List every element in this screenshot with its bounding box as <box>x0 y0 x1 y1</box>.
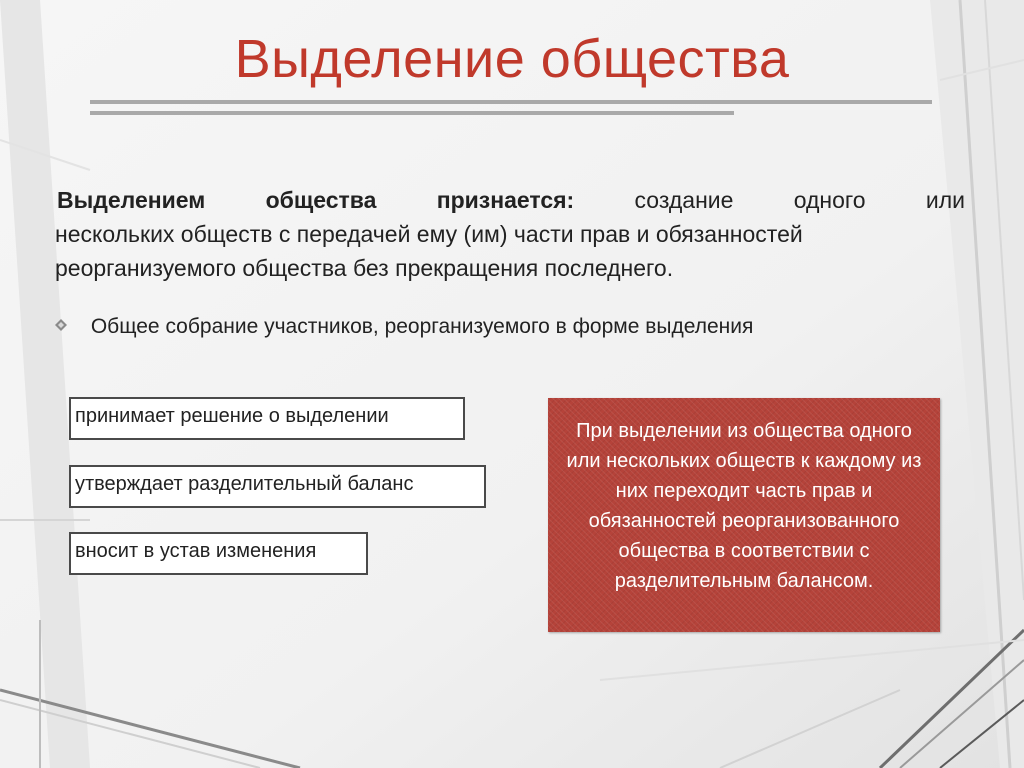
title-divider-long <box>90 100 932 104</box>
action-box-charter: вносит в устав изменения <box>69 532 368 575</box>
action-box-decision: принимает решение о выделении <box>69 397 465 440</box>
definition-line-3: реорганизуемого общества без прекращения последнего. <box>55 255 674 281</box>
note-box: При выделении из общества одного или нескольких обществ к каждому из них переходит часть прав и обязанностей реорганизованного общества в соответствии с разделительным балансом. <box>548 398 940 632</box>
diamond-bullet-icon <box>55 319 67 331</box>
definition-line-2: нескольких обществ с передачей ему (им) части прав и обязанностей <box>55 221 803 247</box>
definition-line-1-rest: создание одного или <box>634 187 965 213</box>
definition-line-1 <box>55 183 965 217</box>
action-box-balance: утверждает разделительный баланс <box>69 465 486 508</box>
definition-paragraph <box>55 183 965 285</box>
title-divider-short <box>90 111 734 115</box>
definition-lead: Выделением общества признается: <box>57 187 575 213</box>
page-title: Выделение общества <box>234 29 790 89</box>
bullet-item <box>55 315 955 339</box>
bullet-text: Общее собрание участников, реорганизуемого в форме выделения <box>90 315 754 338</box>
